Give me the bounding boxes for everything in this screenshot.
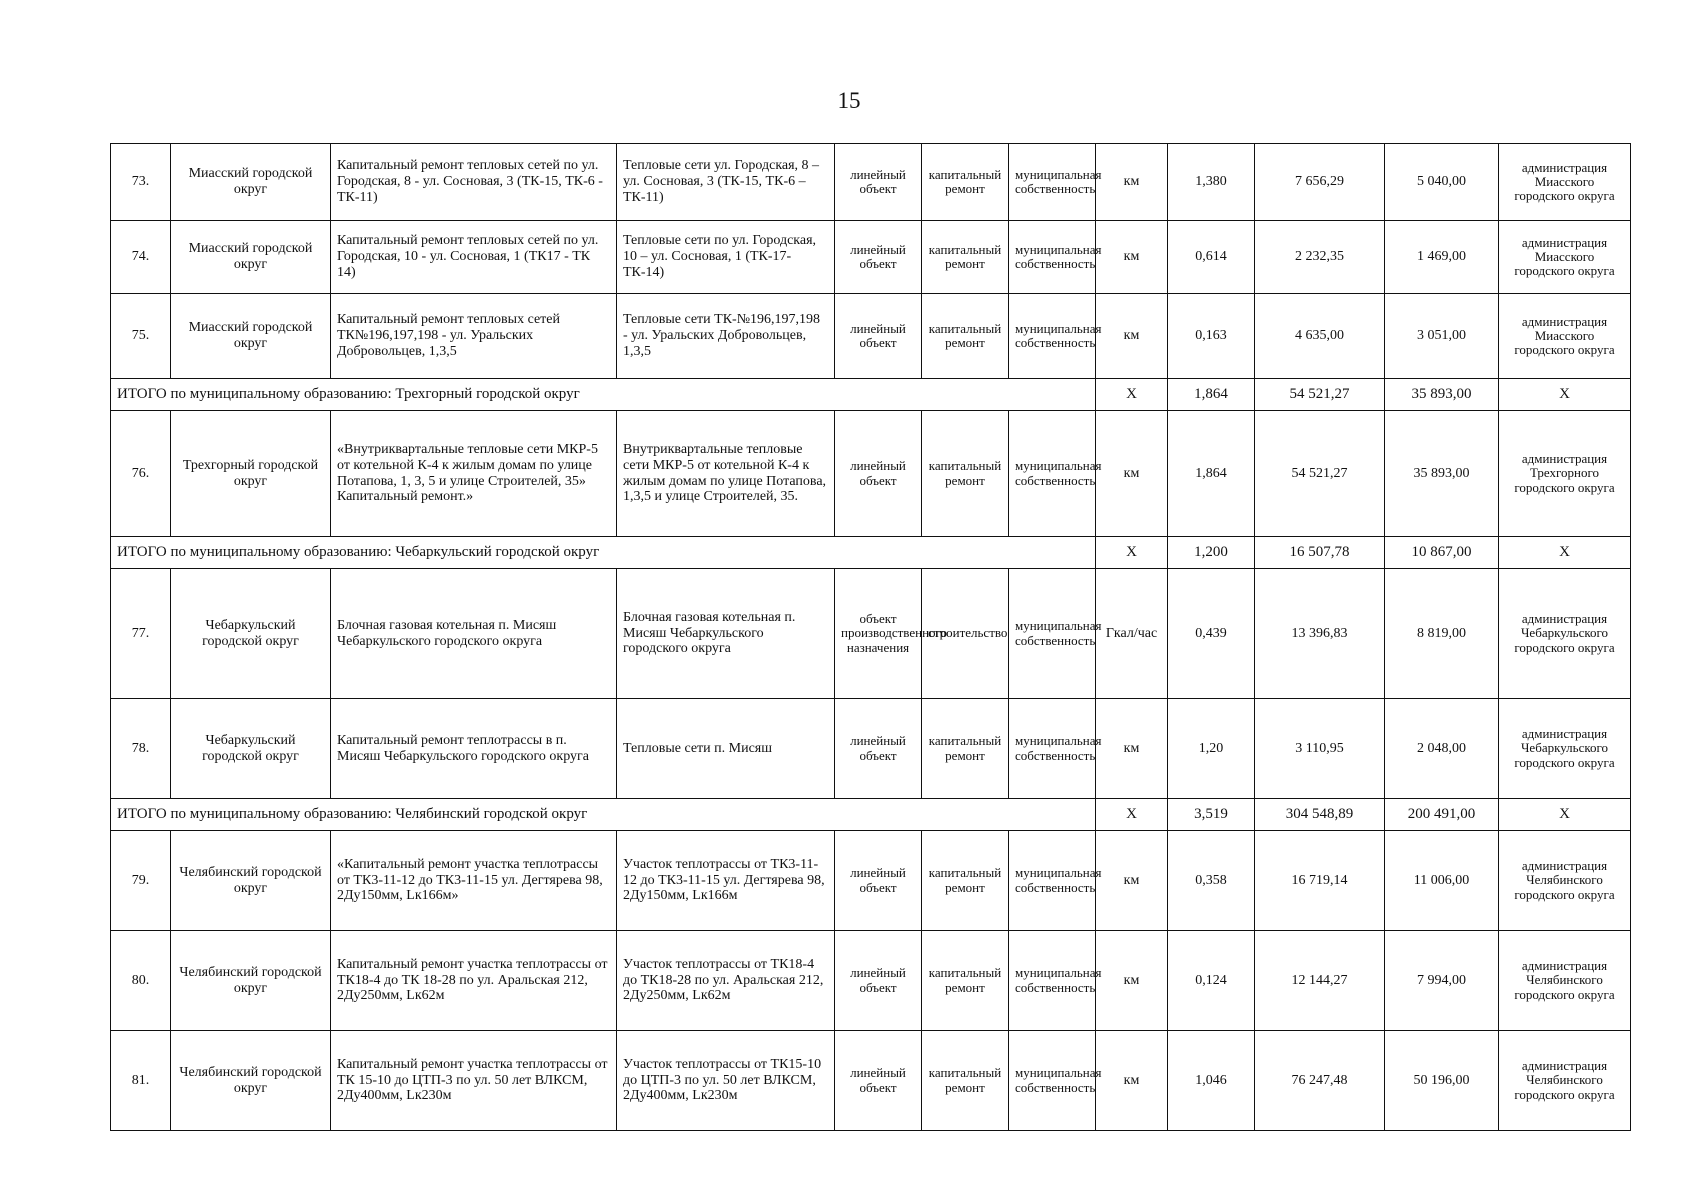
total-capacity: 1,200 [1168,537,1255,569]
work-type-cell: капитальный ремонт [922,411,1009,537]
work-type-cell: капитальный ремонт [922,831,1009,931]
object-name-cell: Тепловые сети п. Мисяш [617,699,835,799]
total-cost-cell: 3 110,95 [1255,699,1385,799]
total-cost-cell: 16 719,14 [1255,831,1385,931]
table-row [111,144,1631,221]
table-row [111,831,1631,931]
page-number: 15 [837,88,861,113]
object-type-cell: линейный объект [835,931,922,1031]
budget-cost-cell: 8 819,00 [1385,569,1499,699]
work-type-cell: капитальный ремонт [922,1031,1009,1131]
unit-cell: км [1096,1031,1168,1131]
municipality-cell: Челябинский городской округ [171,831,331,931]
work-type-cell: капитальный ремонт [922,294,1009,379]
project-name-cell: Капитальный ремонт тепловых сетей по ул. Городская, 10 - ул. Сосновая, 1 (ТК17 - ТК 14) [331,221,617,294]
row-number: 79. [111,831,171,931]
object-type-cell: линейный объект [835,1031,922,1131]
unit-cell: км [1096,411,1168,537]
table-row [111,294,1631,379]
municipality-cell: Трехгорный городской округ [171,411,331,537]
table-row [111,1031,1631,1131]
responsible-cell: администрация Чебаркульского городского округа [1499,699,1631,799]
total-responsible-mark: X [1499,379,1631,411]
total-cost: 16 507,78 [1255,537,1385,569]
project-name-cell: Капитальный ремонт участка теплотрассы от ТК18-4 до ТК 18-28 по ул. Аральская 212, 2Ду250мм, Lк62м [331,931,617,1031]
object-type-cell: линейный объект [835,831,922,931]
ownership-cell: муниципальная собственность [1009,931,1096,1031]
object-name-cell: Участок теплотрассы от ТК3-11-12 до ТК3-11-15 ул. Дегтярева 98, 2Ду150мм, Lк166м [617,831,835,931]
municipality-cell: Миасский городской округ [171,221,331,294]
work-type-cell: капитальный ремонт [922,699,1009,799]
total-unit-mark: X [1096,537,1168,569]
project-name-cell: «Капитальный ремонт участка теплотрассы от ТК3-11-12 до ТК3-11-15 ул. Дегтярева 98, 2Ду150мм, Lк166м» [331,831,617,931]
responsible-cell: администрация Чебаркульского городского округа [1499,569,1631,699]
unit-cell: Гкал/час [1096,569,1168,699]
table-row [111,221,1631,294]
municipality-cell: Чебаркульский городской округ [171,699,331,799]
budget-cost-cell: 3 051,00 [1385,294,1499,379]
municipality-cell: Миасский городской округ [171,294,331,379]
objects-table [110,143,1631,1131]
object-type-cell: линейный объект [835,144,922,221]
project-name-cell: «Внутриквартальные тепловые сети МКР-5 от котельной К-4 к жилым домам по улице Потапова, 1, 3, 5 и улице Строителей, 35» Капитальный ремонт.» [331,411,617,537]
table-row [111,411,1631,537]
ownership-cell: муниципальная собственность [1009,221,1096,294]
responsible-cell: администрация Челябинского городского округа [1499,931,1631,1031]
total-row [111,537,1631,569]
ownership-cell: муниципальная собственность [1009,831,1096,931]
table-body [111,144,1631,1131]
budget-cost-cell: 35 893,00 [1385,411,1499,537]
total-label: ИТОГО по муниципальному образованию: Трехгорный городской округ [111,379,1096,411]
total-budget-cost: 35 893,00 [1385,379,1499,411]
municipality-cell: Чебаркульский городской округ [171,569,331,699]
responsible-cell: администрация Трехгорного городского округа [1499,411,1631,537]
ownership-cell: муниципальная собственность [1009,699,1096,799]
ownership-cell: муниципальная собственность [1009,1031,1096,1131]
capacity-cell: 0,124 [1168,931,1255,1031]
total-cost-cell: 12 144,27 [1255,931,1385,1031]
ownership-cell: муниципальная собственность [1009,569,1096,699]
row-number: 74. [111,221,171,294]
object-name-cell: Тепловые сети ул. Городская, 8 – ул. Сосновая, 3 (ТК-15, ТК-6 – ТК-11) [617,144,835,221]
budget-cost-cell: 7 994,00 [1385,931,1499,1031]
total-row [111,799,1631,831]
capacity-cell: 1,046 [1168,1031,1255,1131]
row-number: 77. [111,569,171,699]
project-name-cell: Капитальный ремонт тепловых сетей ТК№196,197,198 - ул. Уральских Добровольцев, 1,3,5 [331,294,617,379]
project-name-cell: Капитальный ремонт участка теплотрассы от ТК 15-10 до ЦТП-3 по ул. 50 лет ВЛКСМ, 2Ду400мм, Lк230м [331,1031,617,1131]
total-label: ИТОГО по муниципальному образованию: Челябинский городской округ [111,799,1096,831]
total-budget-cost: 10 867,00 [1385,537,1499,569]
row-number: 80. [111,931,171,1031]
project-name-cell: Блочная газовая котельная п. Мисяш Чебаркульского городского округа [331,569,617,699]
unit-cell: км [1096,831,1168,931]
capacity-cell: 0,439 [1168,569,1255,699]
capacity-cell: 1,864 [1168,411,1255,537]
unit-cell: км [1096,699,1168,799]
row-number: 75. [111,294,171,379]
object-name-cell: Участок теплотрассы от ТК15-10 до ЦТП-3 по ул. 50 лет ВЛКСМ, 2Ду400мм, Lк230м [617,1031,835,1131]
table-row [111,569,1631,699]
total-cost: 54 521,27 [1255,379,1385,411]
project-name-cell: Капитальный ремонт тепловых сетей по ул. Городская, 8 - ул. Сосновая, 3 (ТК-15, ТК-6 - ТК-11) [331,144,617,221]
work-type-cell: капитальный ремонт [922,221,1009,294]
total-unit-mark: X [1096,799,1168,831]
total-responsible-mark: X [1499,537,1631,569]
total-capacity: 1,864 [1168,379,1255,411]
object-name-cell: Блочная газовая котельная п. Мисяш Чебаркульского городского округа [617,569,835,699]
ownership-cell: муниципальная собственность [1009,411,1096,537]
total-cost-cell: 76 247,48 [1255,1031,1385,1131]
total-cost-cell: 7 656,29 [1255,144,1385,221]
unit-cell: км [1096,144,1168,221]
responsible-cell: администрация Миасского городского округа [1499,294,1631,379]
unit-cell: км [1096,221,1168,294]
unit-cell: км [1096,294,1168,379]
ownership-cell: муниципальная собственность [1009,144,1096,221]
municipality-cell: Миасский городской округ [171,144,331,221]
total-label: ИТОГО по муниципальному образованию: Чебаркульский городской округ [111,537,1096,569]
total-responsible-mark: X [1499,799,1631,831]
object-name-cell: Участок теплотрассы от ТК18-4 до ТК18-28 по ул. Аральская 212, 2Ду250мм, Lк62м [617,931,835,1031]
object-type-cell: линейный объект [835,294,922,379]
budget-cost-cell: 2 048,00 [1385,699,1499,799]
responsible-cell: администрация Челябинского городского округа [1499,1031,1631,1131]
total-cost-cell: 54 521,27 [1255,411,1385,537]
total-cost-cell: 4 635,00 [1255,294,1385,379]
object-type-cell: линейный объект [835,411,922,537]
capacity-cell: 1,20 [1168,699,1255,799]
row-number: 73. [111,144,171,221]
project-name-cell: Капитальный ремонт теплотрассы в п. Мисяш Чебаркульского городского округа [331,699,617,799]
responsible-cell: администрация Миасского городского округа [1499,144,1631,221]
object-name-cell: Внутриквартальные тепловые сети МКР-5 от котельной К-4 к жилым домам по улице Потапова, 1,3,5 и улице Строителей, 35. [617,411,835,537]
total-cost: 304 548,89 [1255,799,1385,831]
municipality-cell: Челябинский городской округ [171,931,331,1031]
work-type-cell: строительство [922,569,1009,699]
budget-cost-cell: 1 469,00 [1385,221,1499,294]
responsible-cell: администрация Миасского городского округа [1499,221,1631,294]
capacity-cell: 0,163 [1168,294,1255,379]
table-row [111,931,1631,1031]
capacity-cell: 0,358 [1168,831,1255,931]
object-type-cell: объект производственного назначения [835,569,922,699]
object-type-cell: линейный объект [835,699,922,799]
unit-cell: км [1096,931,1168,1031]
budget-cost-cell: 11 006,00 [1385,831,1499,931]
budget-cost-cell: 5 040,00 [1385,144,1499,221]
capacity-cell: 0,614 [1168,221,1255,294]
total-cost-cell: 13 396,83 [1255,569,1385,699]
work-type-cell: капитальный ремонт [922,931,1009,1031]
capacity-cell: 1,380 [1168,144,1255,221]
row-number: 76. [111,411,171,537]
total-row [111,379,1631,411]
total-capacity: 3,519 [1168,799,1255,831]
total-unit-mark: X [1096,379,1168,411]
work-type-cell: капитальный ремонт [922,144,1009,221]
responsible-cell: администрация Челябинского городского округа [1499,831,1631,931]
object-name-cell: Тепловые сети ТК-№196,197,198 - ул. Уральских Добровольцев, 1,3,5 [617,294,835,379]
municipality-cell: Челябинский городской округ [171,1031,331,1131]
row-number: 78. [111,699,171,799]
ownership-cell: муниципальная собственность [1009,294,1096,379]
row-number: 81. [111,1031,171,1131]
budget-cost-cell: 50 196,00 [1385,1031,1499,1131]
object-name-cell: Тепловые сети по ул. Городская, 10 – ул. Сосновая, 1 (ТК-17-ТК-14) [617,221,835,294]
table-row [111,699,1631,799]
object-type-cell: линейный объект [835,221,922,294]
total-cost-cell: 2 232,35 [1255,221,1385,294]
total-budget-cost: 200 491,00 [1385,799,1499,831]
